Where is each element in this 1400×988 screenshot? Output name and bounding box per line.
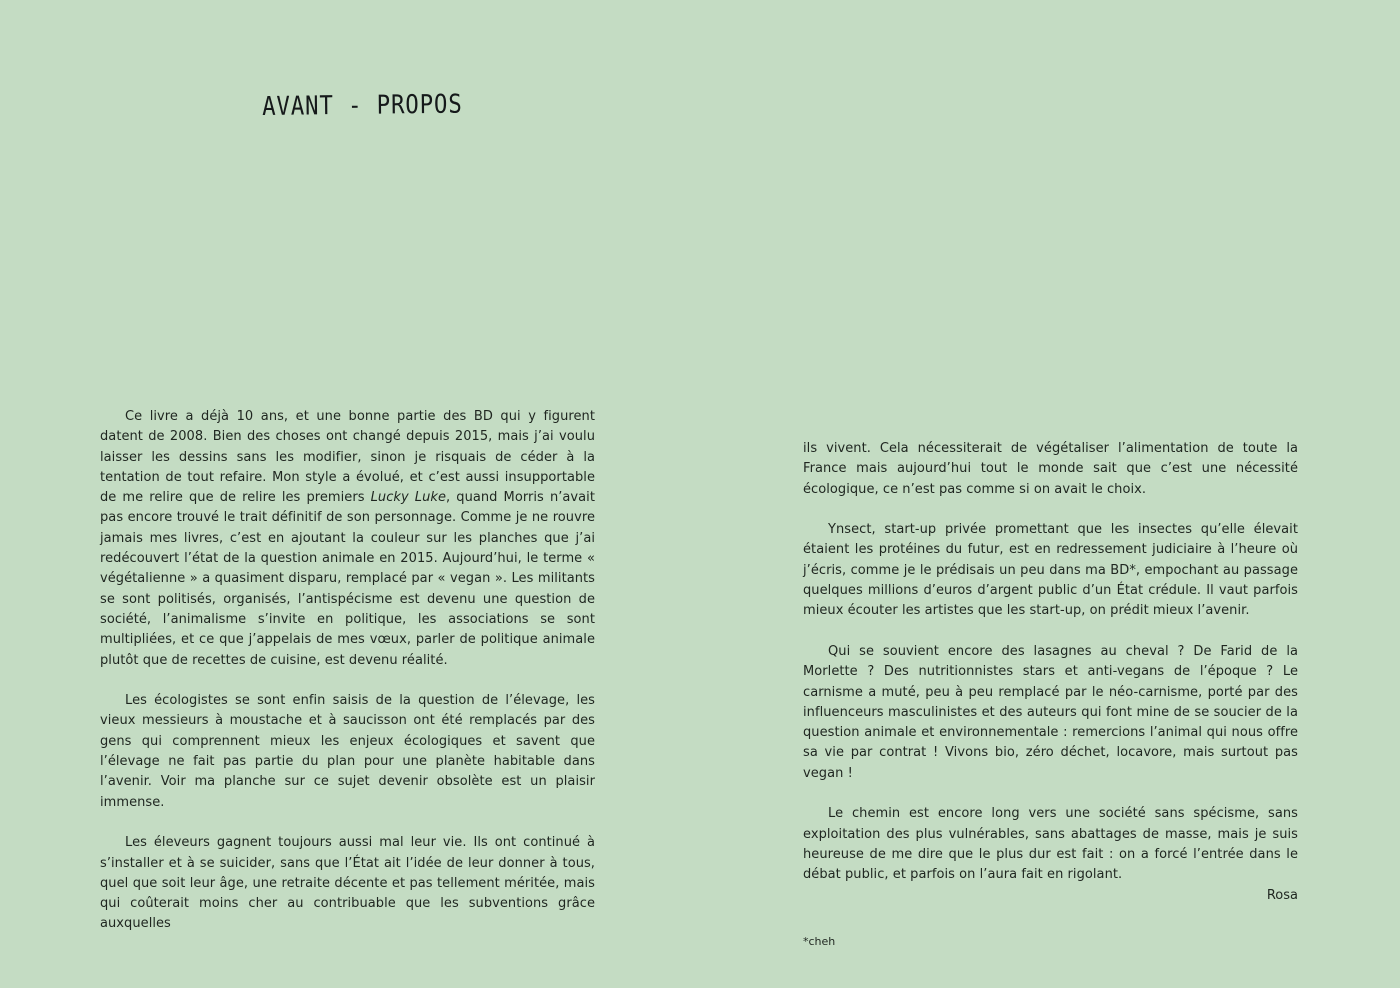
paragraph-continued: ils vivent. Cela nécessiterait de végétaliser l’alimentation de toute la France mais aujourd’hui tout le monde sait que c’est une nécessité écologique, ce n’est pas comme si on avait le choix. bbox=[803, 441, 1298, 497]
book-title-italic: Lucky Luke bbox=[370, 490, 447, 506]
text-run: Ce livre a déjà 10 ans, et une bonne partie des BD qui y figurent datent de 2008. Bien des choses ont changé depuis 2015, mais j’ai voulu laisser les dessins sans les modifier, sinon je risquais de céder à la tentation de tout refaire. Mon style a évolué, et c’est aussi insupportable de me relire que de relire les premiers bbox=[100, 409, 595, 506]
paragraph bbox=[100, 407, 595, 671]
left-text-column bbox=[100, 407, 595, 935]
paragraph: Le chemin est encore long vers une société sans spécisme, sans exploitation des plus vulnérables, sans abattages de masse, mais je suis heureuse de me dire que le plus dur est fait : on a forcé l’entrée dans le débat public, et parfois on l’aura fait en rigolant. bbox=[803, 806, 1298, 883]
paragraph: Les écologistes se sont enfin saisis de la question de l’élevage, les vieux messieurs à moustache et à saucisson ont été remplacés par des gens qui comprennent mieux les enjeux écologiques et savent que l’élevage ne fait pas partie du plan pour une planète habitable dans l’avenir. Voir ma planche sur ce sujet devenir obsolète est un plaisir immense. bbox=[100, 693, 595, 810]
text-run: , quand Morris n’avait pas encore trouvé le trait définitif de son personnage. Comme je ne rouvre jamais mes livres, c’est en ajoutant la couleur sur les planches que j’ai redécouvert l’état de la question animale en 2015. Aujourd’hui, le terme « végétalienne » a quasiment disparu, remplacé par « vegan ». Les militants se sont politisés, organisés, l’antispécisme est devenu une question de société, l’animalisme s’invite en politique, les associations se sont multipliées, et ce que j’appelais de mes vœux, parler de politique animale plutôt que de recettes de cuisine, est devenu réalité. bbox=[100, 490, 595, 668]
page-title: AVANT - PROPOS bbox=[262, 89, 463, 122]
author-signature: Rosa bbox=[1266, 888, 1298, 903]
footnote: *cheh bbox=[803, 935, 836, 948]
paragraph: Les éleveurs gagnent toujours aussi mal leur vie. Ils ont continué à s’installer et à se suicider, sans que l’État ait l’idée de leur donner à tous, quel que soit leur âge, une retraite décente et pas tellement méritée, mais qui coûterait moins cher au contribuable que les subventions grâce auxquelles bbox=[100, 835, 595, 932]
paragraph: Ynsect, start-up privée promettant que les insectes qu’elle élevait étaient les protéines du futur, est en redressement judiciaire à l’heure où j’écris, comme je le prédisais un peu dans ma BD*, empochant au passage quelques millions d’euros d’argent public d’un État crédule. Il vaut parfois mieux écouter les artistes que les start-up, on prédit mieux l’avenir. bbox=[803, 522, 1298, 619]
right-text-column bbox=[803, 439, 1298, 886]
paragraph: Qui se souvient encore des lasagnes au cheval ? De Farid de la Morlette ? Des nutritionnistes stars et anti-vegans de l’époque ? Le carnisme a muté, peu à peu remplacé par le néo-carnisme, porté par des influenceurs masculinistes et des auteurs qui font mine de se soucier de la question animale et environnementale : remercions l’animal qui nous offre sa vie par contrat ! Vivons bio, zéro déchet, locavore, mais surtout pas vegan ! bbox=[803, 643, 1298, 781]
